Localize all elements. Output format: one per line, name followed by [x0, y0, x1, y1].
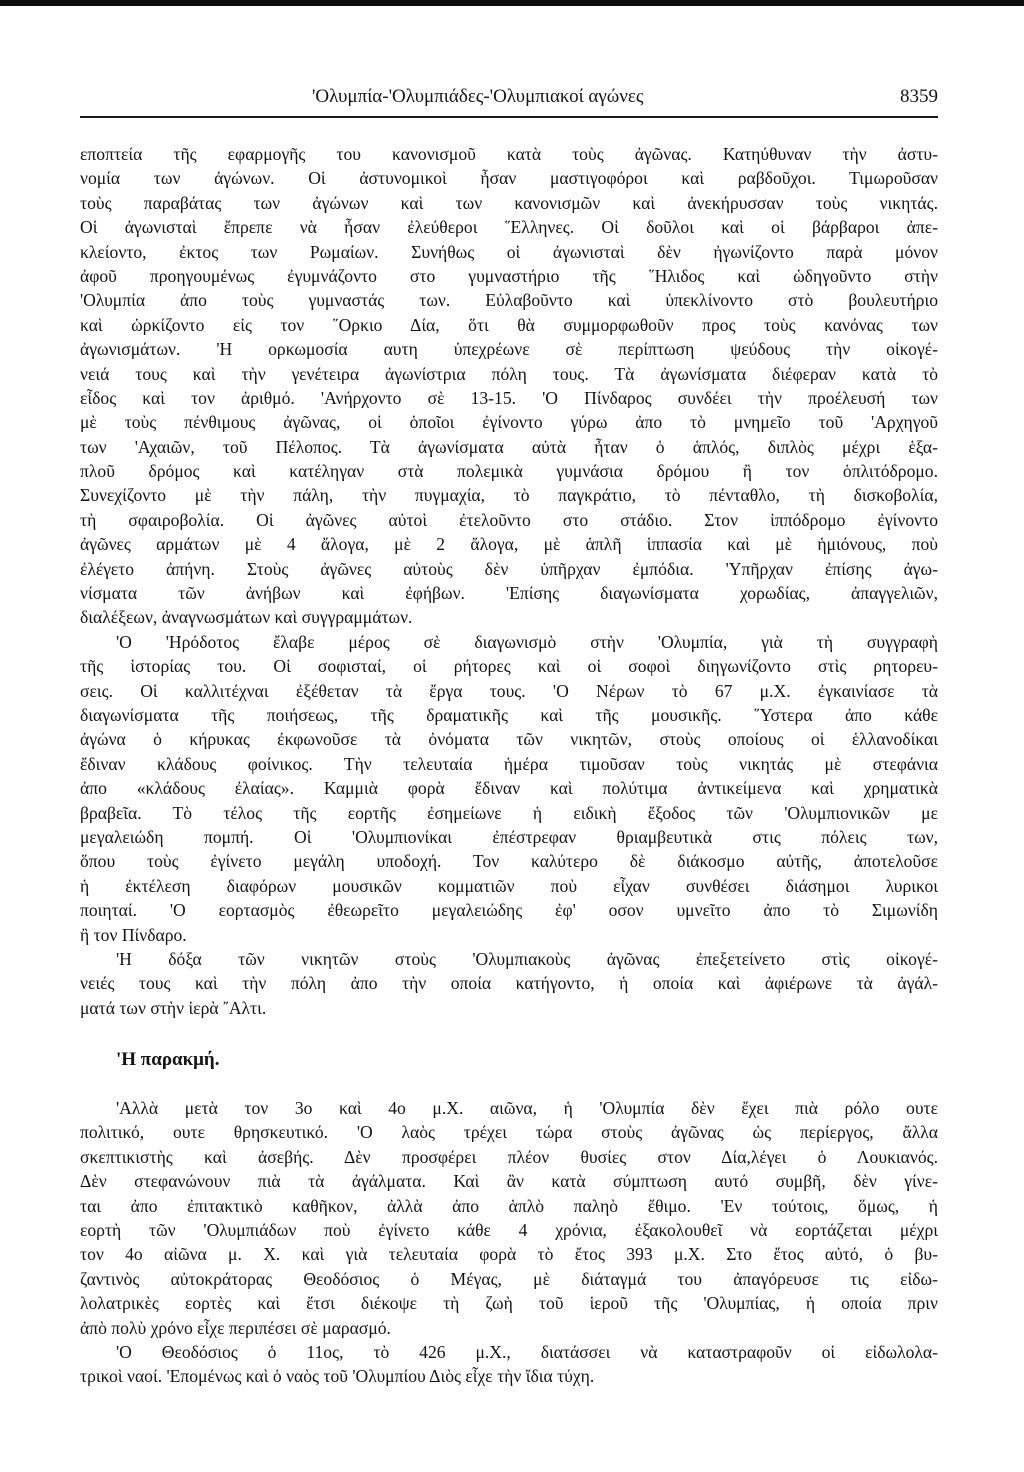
top-border-rule	[0, 0, 1024, 6]
text-line: νειές τους καὶ τὴν πόλη ἀπο τὴν οποία κατήγοντο, ἡ οποία καὶ ἀφιέρωνε τὰ ἀγάλ-	[80, 973, 938, 994]
text-line: εποπτεία τῆς εφαρμογῆς του κανονισμοῦ κατὰ τοὺς ἀγῶνας. Κατηύθυναν τὴν ἀστυ-	[80, 144, 938, 164]
page-body	[80, 142, 938, 1389]
text-line: τον 4ο αἰῶνα μ. Χ. καὶ γιὰ τελευταία φορὰ τὸ ἔτος 393 μ.Χ. Στο ἔτος αὐτό, ὁ βυ-	[80, 1244, 938, 1265]
text-line: ματά των στὴν ἱερὰ ῎Αλτι.	[80, 997, 267, 1018]
page-header	[80, 76, 938, 116]
text-line: Δὲν στεφανώνουν πιὰ τὰ ἀγάλματα. Καὶ ἂν κατὰ σύμπτωση αυτό συμβῆ, δὲν γίνε-	[80, 1171, 938, 1192]
text-line: ἀγῶνες αρμάτων μὲ 4 ἄλογα, μὲ 2 ἄλογα, μὲ ἁπλῆ ἱππασία καὶ μὲ ἡμιόνους, ποὺ	[80, 534, 938, 555]
section-gap	[80, 1020, 938, 1046]
text-line: ἀγώνα ὁ κήρυκας ἐκφωνοῦσε τὰ ὀνόματα τῶν νικητῶν, στοὺς οποίους οἱ ἑλλανοδίκαι	[80, 729, 938, 750]
text-line: ἀπο «κλάδους ἐλαίας». Καμμιὰ φορὰ ἔδιναν καὶ πολύτιμα ἀντικείμενα καὶ χρηματικὰ	[80, 778, 938, 799]
text-line: τοὺς παραβάτας των ἀγώνων καὶ των κανονισμῶν καὶ ἀνεκήρυσσαν τοὺς νικητάς.	[80, 192, 938, 213]
text-line: εορτὴ τῶν 'Ολυμπιάδων ποὺ ἐγίνετο κάθε 4 χρόνια, ἐξακολουθεῖ νὰ εορτάζεται μέχρι	[80, 1220, 938, 1241]
text-line: διαλέξεων, ἀναγνωσμάτων καὶ συγγραμμάτων.	[80, 607, 413, 628]
text-line: μὲ τοὺς πένθιμους ἀγῶνας, οἱ ὁποῖοι ἐγίνοντο γύρω ἀπο τὸ μνημεῖο τοῦ 'Αρχηγοῦ	[80, 412, 938, 433]
text-line: κλείοντο, ἐκτος των Ρωμαίων. Συνήθως οἱ ἀγωνισταὶ δὲν ἠγωνίζοντο παρὰ μόνον	[80, 241, 938, 262]
text-line: ἀφοῦ προηγουμένως ἐγυμνάζοντο στο γυμναστήριο τῆς ῞Ηλιδος καὶ ὡδηγοῦντο στὴν	[80, 265, 938, 286]
text-line: νομία των ἀγώνων. Οἱ ἀστυνομικοὶ ἦσαν μαστιγοφόροι καὶ ραβδοῦχοι. Τιμωροῦσαν	[80, 168, 938, 189]
running-title: 'Ολυμπία-'Ολυμπιάδες-'Ολυμπιακοί αγώνες	[312, 86, 644, 107]
text-line: εἶδος καὶ τον ἀριθμό. 'Ανήρχοντο σὲ 13-15. 'Ο Πίνδαρος συνδέει τὴν προέλευσή των	[80, 387, 938, 408]
text-line: διαγωνίσματα τῆς ποιήσεως, τῆς δραματικῆς καὶ τῆς μουσικῆς. ῞Υστερα ἀπο κάθε	[80, 704, 938, 725]
text-line: νίσματα τῶν ἀνήβων καὶ ἐφήβων. 'Επίσης διαγωνίσματα χορωδίας, ἀπαγγελιῶν,	[80, 583, 938, 604]
text-line: ἢ τον Πίνδαρο.	[80, 924, 187, 945]
header-rule	[80, 116, 938, 118]
text-line: ἐλέγετο ἀπήνη. Στοὺς ἀγῶνες αὐτοὺς δὲν ὑπῆρχαν ἐμπόδια. 'Υπῆρχαν ἐπίσης ἀγω-	[80, 558, 938, 579]
text-line: ζαντινὸς αὐτοκράτορας Θεοδόσιος ὁ Μέγας, μὲ διάταγμά του ἀπαγόρευσε τις εἰδω-	[80, 1268, 938, 1289]
text-line: ὅπου τοὺς ἐγίνετο μεγάλη υποδοχή. Τον καλύτερο δὲ διάκοσμο αὐτῆς, ἀποτελοῦσε	[80, 851, 938, 872]
text-line: Συνεχίζοντο μὲ τὴν πάλη, τὴν πυγμαχία, τὸ παγκράτιο, τὸ πένταθλο, τὴ δισκοβολία,	[80, 485, 938, 506]
paragraph-block-3	[80, 947, 938, 1020]
text-line: 'Αλλὰ μετὰ τον 3ο καὶ 4ο μ.Χ. αιῶνα, ἡ 'Ολυμπία δὲν ἔχει πιὰ ρόλο ουτε	[116, 1098, 938, 1119]
text-line: τρικοὶ ναοί. 'Επομένως καὶ ὁ ναὸς τοῦ 'Ολυμπίου Διὸς εἶχε τὴν ἴδια τύχη.	[80, 1366, 595, 1387]
text-line: 'Ο Θεοδόσιος ὁ 11ος, τὸ 426 μ.Χ., διατάσσει νὰ καταστραφοῦν οἱ εἰδωλολα-	[116, 1341, 938, 1362]
paragraph-block-4	[80, 1096, 938, 1340]
text-line: ποιηταί. 'Ο εορτασμὸς ἐθεωρεῖτο μεγαλειώδης ἐφ' οσον υμνεῖτο ἀπο τὸ Σιμωνίδη	[80, 900, 938, 921]
text-line: ἡ ἐκτέλεση διαφόρων μουσικῶν κομματιῶν ποὺ εἶχαν συνθέσει διάσημοι λυρικοι	[80, 875, 938, 896]
text-line: των 'Αχαιῶν, τοῦ Πέλοπος. Τὰ ἀγωνίσματα αὐτὰ ἦταν ὁ ἁπλός, διπλὸς μέχρι ἑξα-	[80, 436, 938, 457]
text-line: ται ἀπο ἐπιτακτικὸ καθῆκον, ἀλλὰ ἀπο ἁπλὸ παληὸ ἔθιμο. 'Εν τούτοις, ὅμως, ἡ	[80, 1195, 938, 1216]
text-line: 'Η δόξα τῶν νικητῶν στοὺς 'Ολυμπιακοὺς ἀγῶνας ἐπεξετείνετο στὶς οἰκογέ-	[116, 948, 938, 969]
text-line: πλοῦ δρόμος καὶ κατέληγαν στὰ πολεμικὰ γυμνάσια δρόμου ἢ τον ὁπλιτόδρομο.	[80, 461, 938, 482]
text-line: νειά τους καὶ τὴν γενέτειρα ἀγωνίστρια πόλη τους. Τὰ ἀγωνίσματα διέφεραν κατὰ τὸ	[80, 363, 938, 384]
text-line: τὴ σφαιροβολία. Οἱ ἀγῶνες αὐτοὶ ἐτελοῦντο στο στάδιο. Στον ἱππόδρομο ἐγίνοντο	[80, 509, 938, 530]
text-line: 'Ολυμπία ἀπο τοὺς γυμναστάς των. Εὐλαβοῦντο καὶ ὑπεκλίνοντο στὸ βουλευτήριο	[80, 290, 938, 311]
text-line: βραβεῖα. Τὸ τέλος τῆς εορτῆς ἐσημείωνε ἡ ειδικὴ ἔξοδος τῶν 'Ολυμπιονικῶν με	[80, 802, 938, 823]
text-line: 'Ο 'Ηρόδοτος ἔλαβε μέρος σὲ διαγωνισμὸ στὴν 'Ολυμπία, γιὰ τὴ συγγραφὴ	[116, 631, 938, 652]
text-line: σκεπτικιστὴς καὶ ἀσεβής. Δὲν προσφέρει πλέον θυσίες στον Δία,λέγει ὁ Λουκιανός.	[80, 1146, 938, 1167]
text-line: λολατρικὲς εορτὲς καὶ ἔτσι διέκοψε τὴ ζωὴ τοῦ ἱεροῦ τῆς 'Ολυμπίας, ἡ οποία πριν	[80, 1293, 938, 1314]
text-line: καὶ ὡρκίζοντο εἰς τον ῞Ορκιο Δία, ὅτι θὰ συμμορφωθοῦν προς τοὺς κανόνας των	[80, 314, 938, 335]
text-line: μεγαλειώδη πομπή. Οἱ 'Ολυμπιονίκαι ἐπέστρεφαν θριαμβευτικὰ στις πόλεις των,	[80, 826, 938, 847]
text-line: ἀγωνισμάτων. 'Η ορκωμοσία αυτη ὑπεχρέωνε σὲ περίπτωση ψεύδους τὴν οἰκογέ-	[80, 339, 938, 360]
section-gap-small	[80, 1074, 938, 1096]
text-line: τῆς ἱστορίας του. Οἱ σοφισταί, οἱ ρήτορες καὶ οἱ σοφοὶ διηγωνίζοντο στὶς ρητορευ-	[80, 656, 938, 677]
page-number: 8359	[900, 86, 938, 107]
text-line: Οἱ ἀγωνισταὶ ἔπρεπε νὰ ἦσαν ἐλεύθεροι ῞Ελληνες. Οἱ δοῦλοι καὶ οἱ βάρβαροι ἀπε-	[80, 217, 938, 238]
text-line: ἔδιναν κλάδους φοίνικος. Τὴν τελευταία ἡμέρα τιμοῦσαν τοὺς νικητάς μὲ στεφάνια	[80, 753, 938, 774]
section-heading: 'Η παρακμή.	[116, 1049, 220, 1071]
text-line: σεις. Οἱ καλλιτέχναι ἐξέθεταν τὰ ἔργα τους. 'Ο Νέρων τὸ 67 μ.Χ. ἐγκαινίασε τὰ	[80, 680, 938, 701]
text-line: ἀπὸ πολὺ χρόνο εἶχε περιπέσει σὲ μαρασμό.	[80, 1317, 391, 1338]
paragraph-block-5	[80, 1340, 938, 1389]
text-line: πολιτικό, ουτε θρησκευτικό. 'Ο λαὸς τρέχει τώρα στοὺς ἀγῶνας ὡς περίεργος, ἄλλα	[80, 1122, 938, 1143]
paragraph-block-1	[80, 142, 938, 630]
paragraph-block-2	[80, 630, 938, 947]
